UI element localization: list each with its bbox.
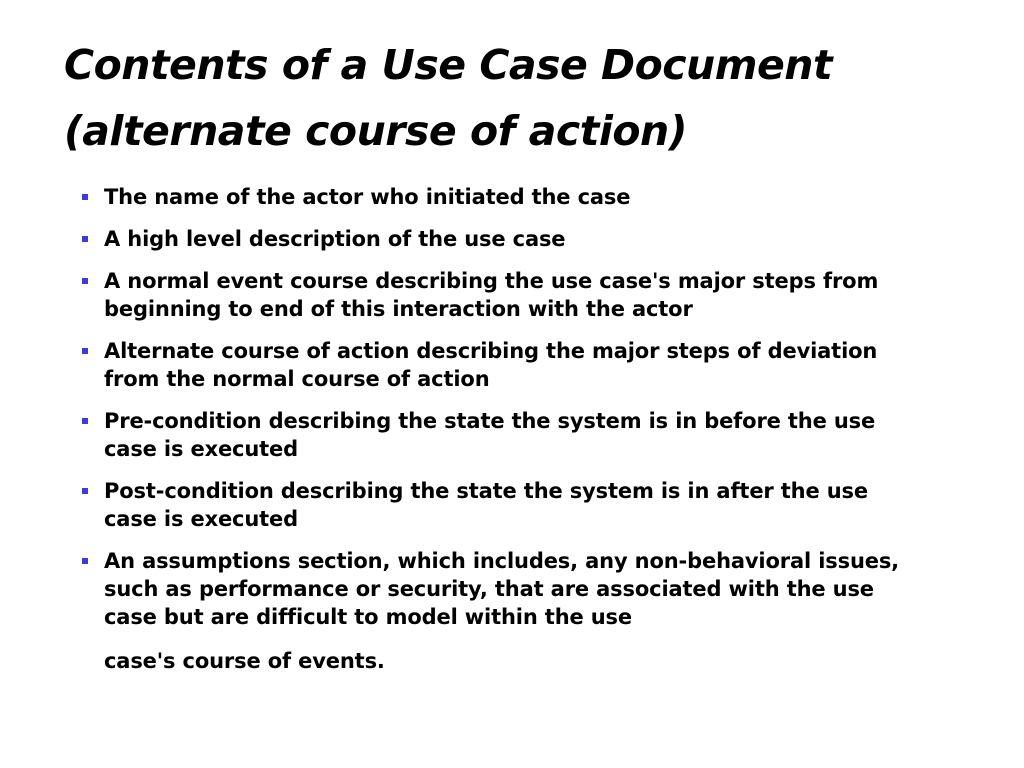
bullet-item-assumptions [80, 547, 910, 675]
square-bullet-icon [82, 488, 88, 494]
bullet-item-high-level-description [80, 225, 910, 253]
square-bullet-icon [82, 236, 88, 242]
slide-title-line-1: Contents of a Use Case Document [64, 41, 833, 89]
bullet-text: Pre-condition describing the state the system is in before the use case is executed [104, 409, 876, 461]
bullet-item-alternate-course [80, 337, 910, 393]
bullet-text: A high level description of the use case [104, 227, 566, 251]
bullet-text: Alternate course of action describing the major steps of deviation from the normal course of action [104, 339, 878, 391]
bullet-item-actor-name [80, 183, 910, 211]
square-bullet-icon [82, 194, 88, 200]
square-bullet-icon [82, 348, 88, 354]
square-bullet-icon [82, 418, 88, 424]
bullet-text: Post-condition describing the state the system is in after the use case is executed [104, 479, 868, 531]
bullet-list [80, 183, 910, 689]
bullet-item-pre-condition [80, 407, 910, 463]
bullet-text-continuation: case's course of events. [104, 649, 385, 673]
bullet-item-normal-event-course [80, 267, 910, 323]
square-bullet-icon [82, 278, 88, 284]
bullet-item-post-condition [80, 477, 910, 533]
bullet-text: The name of the actor who initiated the case [104, 185, 631, 209]
bullet-text: An assumptions section, which includes, any non-behavioral issues, such as performance or security, that are associated with the use case but are difficult to model within the use [104, 549, 900, 629]
bullet-text: A normal event course describing the use case's major steps from beginning to end of this interaction with the actor [104, 269, 879, 321]
slide-title [64, 32, 984, 164]
square-bullet-icon [82, 558, 88, 564]
slide-title-line-2: (alternate course of action) [64, 107, 687, 155]
